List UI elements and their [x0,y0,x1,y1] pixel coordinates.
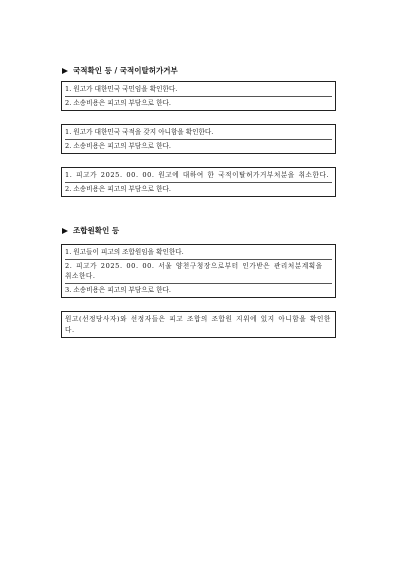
claim-line: 1. 원고가 대한민국 국민임을 확인한다. [65,84,332,97]
claim-box-union-member-confirm [61,244,336,298]
claim-line: 2. 소송비용은 피고의 부담으로 한다. [65,98,171,107]
section-heading-nationality [62,66,178,76]
claim-line: 1. 피고가 2025. 00. 00. 원고에 대하여 한 국적이탈허가거부처분을 취소한다. [65,170,332,183]
claim-box-renunciation-cancel [61,167,336,197]
triangle-bullet-icon [62,68,68,74]
claim-line: 1. 원고가 대한민국 국적을 갖지 아니함을 확인한다. [65,127,332,140]
claim-box-union-member-denial [61,311,336,338]
claim-line: 1. 원고들이 피고의 조합원임을 확인한다. [65,247,332,260]
claim-line: 2. 소송비용은 피고의 부담으로 한다. [65,184,171,193]
triangle-bullet-icon [62,228,68,234]
section-heading-union-member [62,226,119,236]
claim-line: 원고(선정당사자)와 선정자들은 피고 조합의 조합원 지위에 있지 아니함을 확인한다. [65,315,331,334]
claim-box-nationality-confirm [61,81,336,111]
claim-box-nationality-denial [61,124,336,154]
claim-line: 2. 소송비용은 피고의 부담으로 한다. [65,141,171,150]
claim-line: 3. 소송비용은 피고의 부담으로 한다. [65,285,171,294]
section-title: 국적확인 등 / 국적이탈허가거부 [73,66,178,75]
claim-line: 2. 피고가 2025. 00. 00. 서울 양천구청장으로부터 인가받은 관리처분계획을 취소한다. [65,261,332,284]
section-title: 조합원확인 등 [73,226,120,235]
